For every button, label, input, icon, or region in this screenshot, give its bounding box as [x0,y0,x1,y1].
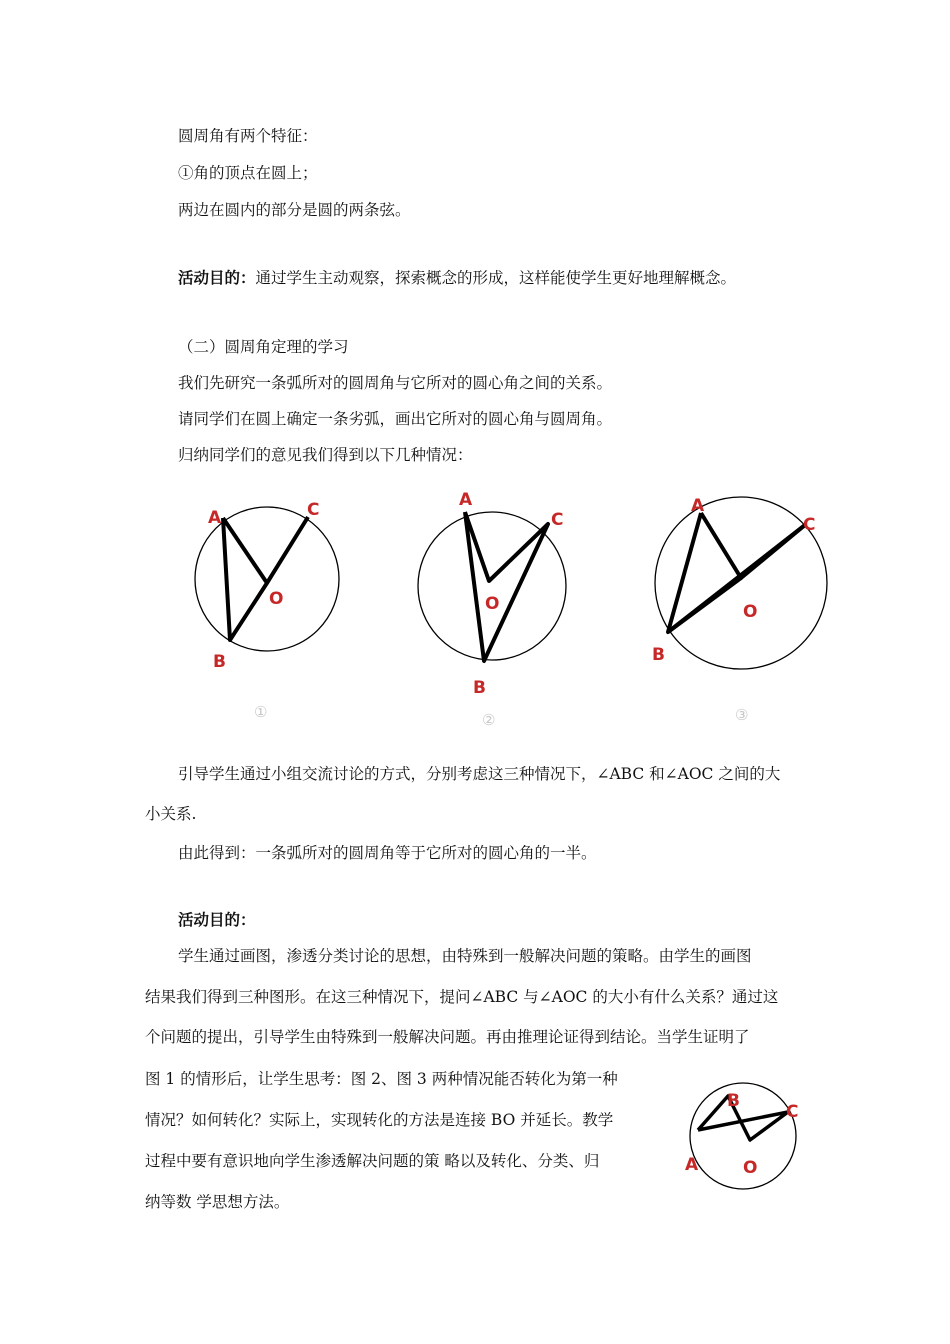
section-heading: （二）圆周角定理的学习 [178,338,349,356]
figure-2-point-c: C [551,510,564,530]
figure-2-caption: ② [482,711,496,729]
figure-3-caption: ③ [735,706,749,724]
figure-4 [680,1080,810,1200]
figure-3-point-a: A [691,496,705,516]
purpose-2-line-1: 学生通过画图，渗透分类讨论的思想，由特殊到一般解决问题的策略。由学生的画图 [178,947,752,965]
figure-4-point-b: B [727,1091,740,1111]
purpose-paragraph-1 [178,268,736,288]
figure-1 [180,495,360,725]
purpose-2-line-7: 纳等数 学思想方法。 [145,1193,290,1211]
figure-1-point-a: A [208,508,222,528]
figure-1-point-c: C [307,500,320,520]
intro-line-3: 两边在圆内的部分是圆的两条弦。 [178,201,411,219]
discussion-line-3: 由此得到：一条弧所对的圆周角等于它所对的圆心角的一半。 [178,844,597,862]
figure-2-point-a: A [459,490,473,510]
figure-2-point-b: B [473,678,486,698]
figure-4-point-a: A [685,1155,699,1175]
figure-2-point-o: O [485,594,500,614]
purpose-2-line-5: 情况？如何转化？实际上，实现转化的方法是连接 BO 并延长。教学 [145,1111,614,1129]
figure-3-radius-oc [741,525,805,578]
purpose-2-line-2: 结果我们得到三种图形。在这三种情况下，提问∠ABC 与∠AOC 的大小有什么关系？通过这 [145,988,779,1006]
figure-3 [645,490,845,730]
purpose-2-line-6: 过程中要有意识地向学生渗透解决问题的策 略以及转化、分类、归 [145,1152,600,1170]
purpose-2-label: 活动目的： [178,910,256,929]
section-paragraph-3: 归纳同学们的意见我们得到以下几种情况： [178,446,473,464]
purpose-2-line-4: 图 1 的情形后，让学生思考：图 2、图 3 两种情况能否转化为第一种 [145,1070,618,1088]
discussion-line-2: 小关系. [145,805,197,823]
figure-1-point-o: O [269,589,284,609]
intro-line-1: 圆周角有两个特征： [178,127,318,145]
section-paragraph-2: 请同学们在圆上确定一条劣弧，画出它所对的圆心角与圆周角。 [178,410,613,428]
purpose-label: 活动目的： [178,268,256,287]
figure-2-angle-lines [465,512,548,661]
figure-4-point-c: C [786,1102,799,1122]
discussion-line-1: 引导学生通过小组交流讨论的方式，分别考虑这三种情况下，∠ABC 和∠AOC 之间的大 [178,765,781,783]
section-paragraph-1: 我们先研究一条弧所对的圆周角与它所对的圆心角之间的关系。 [178,374,613,392]
figure-3-point-c: C [803,515,816,535]
figure-4-point-o: O [743,1158,758,1178]
purpose-text: 通过学生主动观察，探索概念的形成，这样能使学生更好地理解概念。 [255,269,737,287]
figure-1-caption: ① [254,703,268,721]
figure-4-angle-lines [698,1096,788,1140]
figure-1-chord [223,518,267,583]
figure-1-point-b: B [213,652,226,672]
intro-line-2: ①角的顶点在圆上； [178,164,318,182]
figure-2 [405,485,595,730]
purpose-2-line-3: 个问题的提出，引导学生由特殊到一般解决问题。再由推理论证得到结论。当学生证明了 [145,1028,750,1046]
figure-3-point-o: O [743,602,758,622]
figure-3-point-b: B [652,645,665,665]
figure-1-circle [195,507,339,651]
figure-3-triangle-lines [668,513,741,632]
